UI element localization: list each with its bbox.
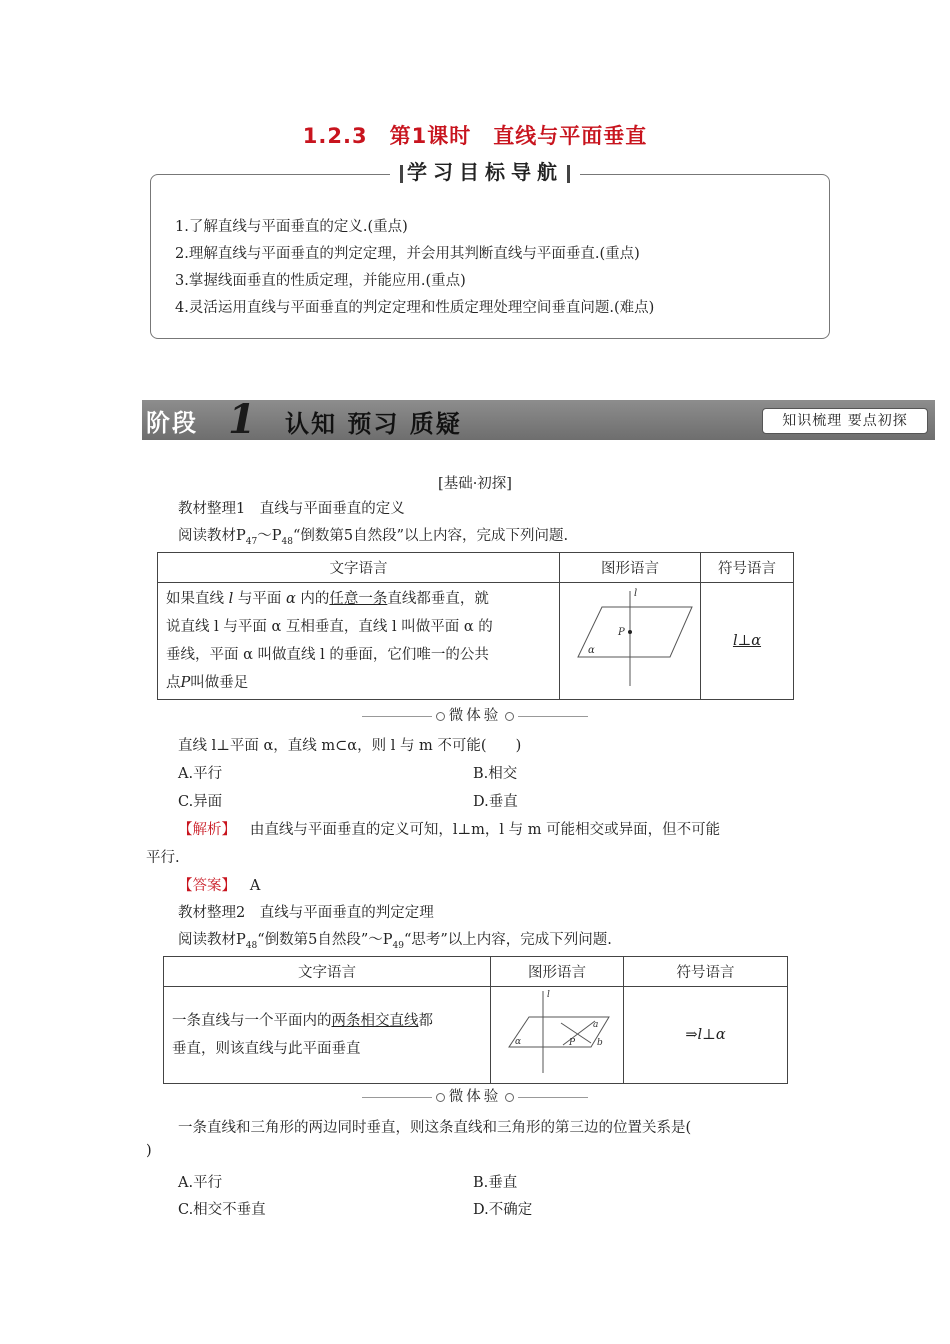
page-sub: 48 bbox=[281, 536, 293, 547]
page-sub: 48 bbox=[245, 940, 258, 951]
def-seg: 叫做垂足 bbox=[190, 675, 249, 691]
def-seg: l bbox=[228, 591, 234, 607]
table-header: 符号语言 bbox=[624, 957, 788, 987]
thm-seg: 一条直线与一个平面内的 bbox=[172, 1013, 332, 1029]
material2-table bbox=[163, 956, 788, 1084]
definition-line: 垂线，平面 α 叫做直线 l 的垂面，它们唯一的公共 bbox=[166, 647, 489, 663]
micro-label: 微体验 bbox=[448, 1089, 502, 1105]
circle-icon bbox=[505, 712, 514, 721]
option-c: C.相交不垂直 bbox=[178, 1202, 266, 1218]
option-d: D.垂直 bbox=[473, 794, 518, 810]
def-seg: 内的 bbox=[300, 591, 330, 607]
table-header: 图形语言 bbox=[491, 957, 624, 987]
material1-reading bbox=[178, 524, 568, 547]
def-underline: 任意一条 bbox=[329, 591, 388, 607]
label-b: b bbox=[597, 1038, 603, 1048]
circle-icon bbox=[436, 712, 445, 721]
label-a: a bbox=[593, 1020, 599, 1030]
answer-label: 【答案】 bbox=[178, 878, 236, 894]
stage-number: 1 bbox=[228, 396, 256, 443]
divider-line bbox=[518, 716, 588, 717]
line-a bbox=[561, 1023, 591, 1043]
symbol-text: ⇒l⊥α bbox=[685, 1027, 726, 1043]
reading-text: “倒数第5自然段”～P bbox=[257, 932, 393, 948]
circle-icon bbox=[436, 1093, 445, 1102]
divider-line bbox=[362, 716, 432, 717]
option-b: B.垂直 bbox=[473, 1175, 518, 1191]
table-header: 图形语言 bbox=[560, 553, 701, 583]
micro2-question-cont: ) bbox=[146, 1143, 152, 1159]
symbol-cell bbox=[701, 583, 794, 700]
definition-line: 说直线 l 与平面 α 互相垂直，直线 l 叫做平面 α 的 bbox=[166, 619, 493, 635]
table-header: 符号语言 bbox=[701, 553, 794, 583]
table-header: 文字语言 bbox=[158, 553, 560, 583]
theorem-line: 垂直，则该直线与此平面垂直 bbox=[172, 1041, 361, 1057]
material2-heading: 教材整理2 直线与平面垂直的判定定理 bbox=[178, 905, 434, 921]
label-alpha: α bbox=[588, 645, 595, 656]
reading-text: ～P bbox=[257, 528, 282, 544]
def-seg: 直线都垂直，就 bbox=[387, 591, 489, 607]
label-l: l bbox=[634, 588, 638, 599]
divider-line bbox=[362, 1097, 432, 1098]
micro-divider bbox=[0, 1085, 950, 1106]
thm-seg: 都 bbox=[418, 1013, 433, 1029]
label-p: P bbox=[569, 1038, 576, 1048]
definition-text bbox=[158, 583, 560, 700]
reading-text: “思考”以上内容，完成下列问题. bbox=[403, 932, 612, 948]
def-seg: α bbox=[285, 591, 296, 607]
material1-heading: 教材整理1 直线与平面垂直的定义 bbox=[178, 501, 405, 517]
line-b bbox=[563, 1021, 595, 1045]
goal-item: 2.理解直线与平面垂直的判定定理，并会用其判断直线与平面垂直.(重点) bbox=[175, 246, 640, 262]
option-a: A.平行 bbox=[178, 1175, 223, 1191]
symbol-cell bbox=[624, 987, 788, 1084]
micro1-question: 直线 l⊥平面 α，直线 m⊂α，则 l 与 m 不可能( ) bbox=[178, 738, 522, 754]
analysis-text: 由直线与平面垂直的定义可知，l⊥m，l 与 m 可能相交或异面，但不可能 bbox=[249, 822, 721, 838]
definition-line bbox=[166, 669, 551, 697]
page-sub: 49 bbox=[392, 940, 404, 951]
goals-heading-text: 学习目标导航 bbox=[407, 160, 563, 184]
label-p: P bbox=[618, 627, 625, 638]
foot-point bbox=[628, 630, 632, 634]
micro-label: 微体验 bbox=[448, 708, 502, 724]
option-c: C.异面 bbox=[178, 794, 223, 810]
stage-title: 认知 预习 质疑 bbox=[285, 410, 462, 438]
label-l: l bbox=[547, 990, 550, 1000]
figure-cell bbox=[491, 987, 624, 1084]
theorem-figure bbox=[491, 987, 623, 1079]
theorem-text bbox=[164, 987, 491, 1084]
page-title: 1.2.3 第1课时 直线与平面垂直 bbox=[302, 124, 648, 148]
reading-text: “倒数第5自然段”以上内容，完成下列问题. bbox=[292, 528, 569, 544]
option-b: B.相交 bbox=[473, 766, 518, 782]
def-seg: P bbox=[180, 675, 191, 691]
goal-item: 4.灵活运用直线与平面垂直的判定定理和性质定理处理空间垂直问题.(难点) bbox=[175, 300, 655, 316]
goal-item: 1.了解直线与平面垂直的定义.(重点) bbox=[175, 219, 408, 235]
perpendicular-figure bbox=[560, 583, 700, 695]
goals-heading bbox=[390, 158, 580, 186]
goal-item: 3.掌握线面垂直的性质定理，并能应用.(重点) bbox=[175, 273, 466, 289]
page-sub: 47 bbox=[245, 536, 258, 547]
analysis-cont: 平行. bbox=[146, 850, 180, 866]
stage-tag: 知识梳理 要点初探 bbox=[762, 408, 928, 434]
theorem-line bbox=[172, 1007, 482, 1035]
material2-reading bbox=[178, 928, 612, 951]
option-a: A.平行 bbox=[178, 766, 223, 782]
table-header: 文字语言 bbox=[164, 957, 491, 987]
answer bbox=[178, 874, 260, 895]
divider-line bbox=[518, 1097, 588, 1098]
thm-underline: 两条相交直线 bbox=[331, 1013, 419, 1029]
micro2-question: 一条直线和三角形的两边同时垂直，则这条直线和三角形的第三边的位置关系是( bbox=[178, 1120, 692, 1136]
def-seg: 点 bbox=[166, 675, 181, 691]
symbol-text: l⊥α bbox=[732, 633, 762, 649]
def-seg: 与平面 bbox=[237, 591, 282, 607]
analysis bbox=[178, 818, 720, 839]
goals-list bbox=[175, 214, 654, 322]
section-label: [基础·初探] bbox=[438, 476, 512, 492]
micro-divider bbox=[0, 704, 950, 725]
figure-cell bbox=[560, 583, 701, 700]
stage-prefix: 阶段 bbox=[146, 409, 198, 437]
circle-icon bbox=[505, 1093, 514, 1102]
def-seg: 如果直线 bbox=[166, 591, 224, 607]
option-d: D.不确定 bbox=[473, 1202, 533, 1218]
material1-table bbox=[157, 552, 794, 700]
answer-text: A bbox=[249, 878, 261, 894]
reading-text: 阅读教材P bbox=[178, 932, 246, 948]
analysis-label: 【解析】 bbox=[178, 822, 236, 838]
plane-alpha bbox=[578, 607, 692, 657]
definition-line bbox=[166, 585, 551, 613]
reading-text: 阅读教材P bbox=[178, 528, 246, 544]
label-alpha: α bbox=[515, 1037, 522, 1047]
